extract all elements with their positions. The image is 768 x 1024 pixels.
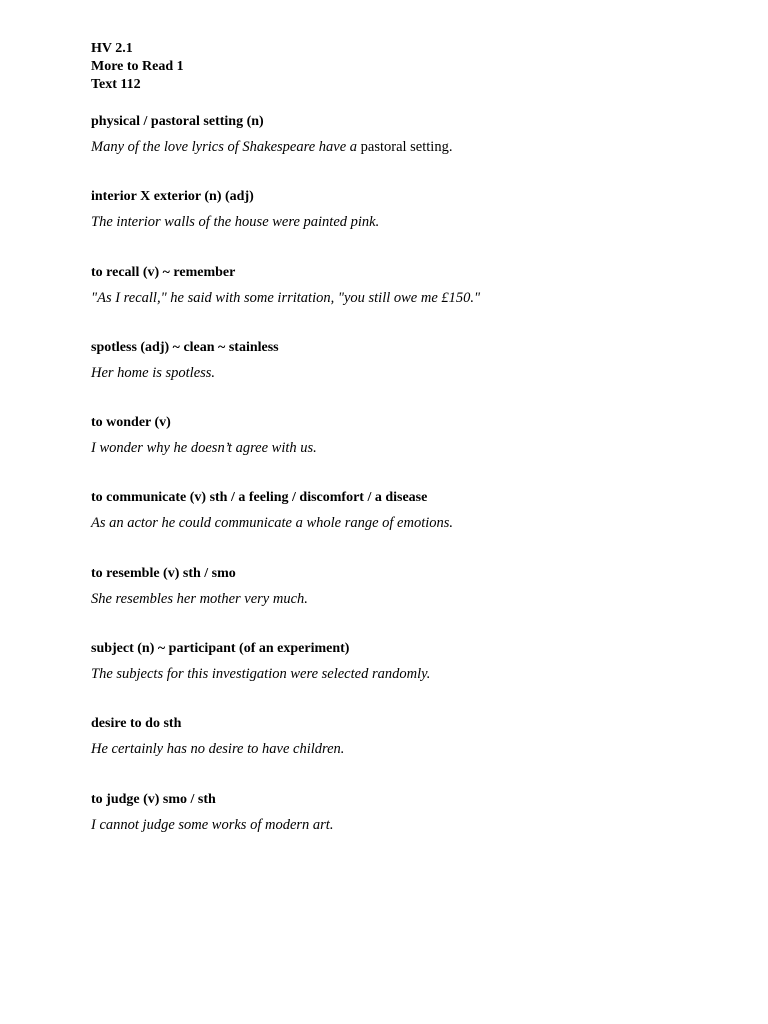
example-italic-text: I cannot judge some works of modern art.	[91, 816, 334, 833]
vocab-term: interior X exterior (n) (adj)	[91, 189, 254, 205]
vocab-term: desire to do sth	[91, 716, 182, 732]
vocab-entry	[91, 188, 751, 263]
example-sentence	[91, 740, 751, 758]
vocab-entry	[91, 339, 751, 414]
example-sentence	[91, 364, 751, 382]
example-sentence	[91, 289, 751, 307]
vocab-term: spotless (adj) ~ clean ~ stainless	[91, 339, 279, 355]
section-title: More to Read 1	[91, 59, 184, 74]
example-sentence	[91, 138, 751, 156]
example-italic-text: Many of the love lyrics of Shakespeare have a	[91, 139, 358, 155]
document-page	[91, 40, 751, 866]
vocab-term: to wonder (v)	[91, 415, 171, 431]
example-sentence	[91, 590, 751, 608]
vocab-term: to judge (v) smo / sth	[91, 791, 216, 807]
example-italic-text: I wonder why he doesn’t agree with us.	[91, 440, 317, 457]
vocabulary-list	[91, 113, 751, 866]
vocab-term: to resemble (v) sth / smo	[91, 565, 236, 581]
vocab-term: to communicate (v) sth / a feeling / discomfort / a disease	[91, 490, 428, 506]
example-sentence	[91, 514, 751, 532]
vocab-term: to recall (v) ~ remember	[91, 264, 236, 280]
document-header	[91, 40, 751, 94]
vocab-entry	[91, 565, 751, 640]
vocab-entry	[91, 414, 751, 489]
example-regular-text: pastoral setting.	[357, 139, 453, 155]
example-italic-text: Her home is spotless.	[91, 364, 216, 381]
vocab-entry	[91, 489, 751, 564]
example-sentence	[91, 665, 751, 683]
vocab-entry	[91, 113, 751, 188]
example-italic-text: The interior walls of the house were painted pink.	[91, 214, 380, 231]
vocab-entry	[91, 264, 751, 339]
example-sentence	[91, 816, 751, 834]
course-code: HV 2.1	[91, 41, 133, 56]
vocab-term: subject (n) ~ participant (of an experiment)	[91, 641, 350, 657]
example-italic-text: The subjects for this investigation were selected randomly.	[91, 666, 431, 683]
example-italic-text: As an actor he could communicate a whole range of emotions.	[91, 515, 454, 532]
vocab-entry	[91, 791, 751, 866]
text-number: Text 112	[91, 77, 141, 92]
vocab-entry	[91, 715, 751, 790]
example-italic-text: "As I recall," he said with some irritation, "you still owe me £150."	[91, 289, 481, 306]
example-sentence	[91, 213, 751, 231]
vocab-entry	[91, 640, 751, 715]
example-italic-text: He certainly has no desire to have children.	[91, 741, 345, 758]
example-italic-text: She resembles her mother very much.	[91, 590, 308, 607]
example-sentence	[91, 439, 751, 457]
vocab-term: physical / pastoral setting (n)	[91, 114, 264, 129]
